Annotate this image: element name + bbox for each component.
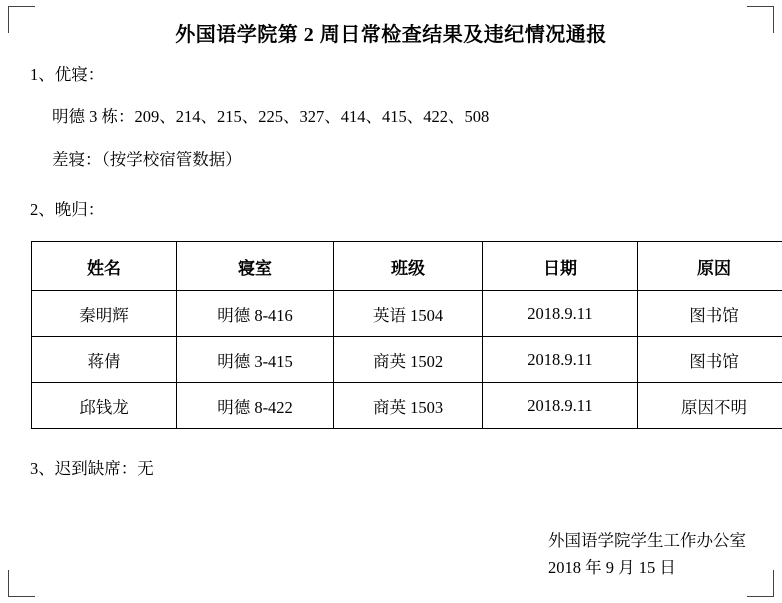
late-return-table bbox=[31, 241, 782, 429]
document-title: 外国语学院第 2 周日常检查结果及违纪情况通报 bbox=[175, 24, 607, 46]
crop-mark-bottom-right bbox=[747, 570, 774, 597]
cell-dorm: 明德 8-416 bbox=[177, 291, 334, 337]
section-heading-excellent-dorms: 1、优寝： bbox=[30, 65, 105, 84]
cell-reason: 原因不明 bbox=[638, 383, 782, 429]
table-row bbox=[32, 383, 782, 429]
section-heading-absence: 3、迟到缺席：无 bbox=[30, 459, 154, 479]
cell-name: 蒋倩 bbox=[32, 337, 177, 383]
table-row bbox=[32, 291, 782, 337]
signature-date: 2018 年 9 月 15 日 bbox=[548, 557, 676, 577]
table-header-dorm: 寝室 bbox=[177, 242, 334, 291]
cell-reason: 图书馆 bbox=[638, 291, 782, 337]
signature-office: 外国语学院学生工作办公室 bbox=[548, 531, 746, 551]
cell-class: 英语 1504 bbox=[334, 291, 483, 337]
table-header-date: 日期 bbox=[483, 242, 638, 291]
poor-dorm-note: 差寝：（按学校宿管数据） bbox=[52, 149, 242, 169]
table-header-reason: 原因 bbox=[638, 242, 782, 291]
signature-block bbox=[548, 528, 746, 581]
cell-name: 秦明辉 bbox=[32, 291, 177, 337]
cell-date: 2018.9.11 bbox=[483, 337, 638, 383]
cell-date: 2018.9.11 bbox=[483, 383, 638, 429]
section-heading-late-return: 2、晚归： bbox=[30, 199, 105, 219]
cell-class: 商英 1503 bbox=[334, 383, 483, 429]
cell-date: 2018.9.11 bbox=[483, 291, 638, 337]
cell-reason: 图书馆 bbox=[638, 337, 782, 383]
crop-mark-bottom-left bbox=[8, 570, 35, 597]
table-header-name: 姓名 bbox=[32, 242, 177, 291]
excellent-dorm-list: 明德 3 栋：209、214、215、225、327、414、415、422、508 bbox=[52, 107, 490, 127]
cell-name: 邱钱龙 bbox=[32, 383, 177, 429]
cell-dorm: 明德 3-415 bbox=[177, 337, 334, 383]
table-header-row bbox=[32, 242, 782, 291]
table-header-class: 班级 bbox=[334, 242, 483, 291]
table-row bbox=[32, 337, 782, 383]
cell-dorm: 明德 8-422 bbox=[177, 383, 334, 429]
document-body bbox=[30, 22, 752, 496]
cell-class: 商英 1502 bbox=[334, 337, 483, 383]
